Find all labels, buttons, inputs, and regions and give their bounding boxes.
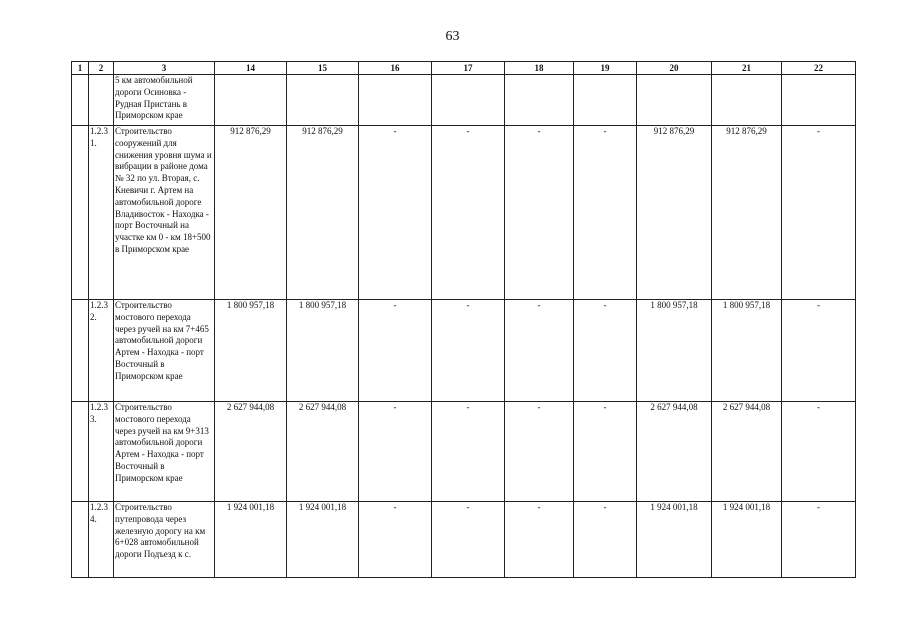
cell-col1 (72, 300, 89, 402)
cell-col3: Строительство сооружений для снижения уровня шума и вибрации в районе дома № 32 по ул. Вторая, с. Кневичи г. Артем на автомобильной дороге Владивосток - Находка - порт Восточный на участке км 0 - км 18+500 в Приморском крае (114, 126, 215, 300)
cell-col22: - (782, 300, 856, 402)
cell-col17: - (432, 402, 505, 502)
cell-col21: 2 627 944,08 (712, 402, 782, 502)
cell-col14: 912 876,29 (215, 126, 287, 300)
cell-col21: 912 876,29 (712, 126, 782, 300)
cell-col20 (637, 75, 712, 126)
cell-col16: - (359, 402, 432, 502)
cell-col22: - (782, 126, 856, 300)
cell-col2 (89, 75, 114, 126)
cell-col19: - (574, 300, 637, 402)
page-number: 63 (445, 29, 460, 44)
cell-col18: - (505, 502, 574, 578)
cell-col15: 912 876,29 (287, 126, 359, 300)
cell-col16: - (359, 126, 432, 300)
col-header: 1 (72, 62, 89, 75)
cell-col17: - (432, 300, 505, 402)
cell-col22: - (782, 502, 856, 578)
table-row (72, 126, 856, 300)
cell-col1 (72, 75, 89, 126)
cell-col20: 2 627 944,08 (637, 402, 712, 502)
col-header: 2 (89, 62, 114, 75)
cell-col3: 5 км автомобильной дороги Осиновка - Рудная Пристань в Приморском крае (114, 75, 215, 126)
cell-col14 (215, 75, 287, 126)
col-header: 20 (637, 62, 712, 75)
cell-col15 (287, 75, 359, 126)
table-row (72, 502, 856, 578)
header-row (72, 62, 856, 75)
budget-table (71, 61, 856, 578)
cell-col16: - (359, 300, 432, 402)
table-row (72, 402, 856, 502)
cell-col16 (359, 75, 432, 126)
cell-col18: - (505, 300, 574, 402)
col-header: 18 (505, 62, 574, 75)
table-row (72, 75, 856, 126)
cell-col22: - (782, 402, 856, 502)
col-header: 15 (287, 62, 359, 75)
table-row (72, 300, 856, 402)
cell-col21: 1 800 957,18 (712, 300, 782, 402)
cell-col18: - (505, 126, 574, 300)
cell-col20: 912 876,29 (637, 126, 712, 300)
cell-col14: 1 800 957,18 (215, 300, 287, 402)
cell-col21 (712, 75, 782, 126)
cell-col15: 2 627 944,08 (287, 402, 359, 502)
cell-col22 (782, 75, 856, 126)
cell-col3: Строительство путепровода через железную дорогу на км 6+028 автомобильной дороги Подъезд к с. (114, 502, 215, 578)
cell-col2: 1.2.3 4. (89, 502, 114, 578)
col-header: 17 (432, 62, 505, 75)
cell-col1 (72, 502, 89, 578)
col-header: 19 (574, 62, 637, 75)
cell-col2: 1.2.3 2. (89, 300, 114, 402)
cell-col14: 1 924 001,18 (215, 502, 287, 578)
cell-col19: - (574, 126, 637, 300)
cell-col19: - (574, 502, 637, 578)
cell-col1 (72, 402, 89, 502)
col-header: 3 (114, 62, 215, 75)
cell-col15: 1 924 001,18 (287, 502, 359, 578)
col-header: 22 (782, 62, 856, 75)
cell-col17: - (432, 126, 505, 300)
cell-col3: Строительство мостового перехода через ручей на км 7+465 автомобильной дороги Артем - Находка - порт Восточный в Приморском крае (114, 300, 215, 402)
cell-col3: Строительство мостового перехода через ручей на км 9+313 автомобильной дороги Артем - Находка - порт Восточный в Приморском крае (114, 402, 215, 502)
cell-col17: - (432, 502, 505, 578)
cell-col1 (72, 126, 89, 300)
cell-col18 (505, 75, 574, 126)
cell-col20: 1 800 957,18 (637, 300, 712, 402)
cell-col14: 2 627 944,08 (215, 402, 287, 502)
cell-col16: - (359, 502, 432, 578)
col-header: 21 (712, 62, 782, 75)
cell-col20: 1 924 001,18 (637, 502, 712, 578)
cell-col15: 1 800 957,18 (287, 300, 359, 402)
col-header: 14 (215, 62, 287, 75)
cell-col17 (432, 75, 505, 126)
cell-col19 (574, 75, 637, 126)
cell-col2: 1.2.3 3. (89, 402, 114, 502)
cell-col19: - (574, 402, 637, 502)
cell-col18: - (505, 402, 574, 502)
cell-col21: 1 924 001,18 (712, 502, 782, 578)
cell-col2: 1.2.3 1. (89, 126, 114, 300)
col-header: 16 (359, 62, 432, 75)
